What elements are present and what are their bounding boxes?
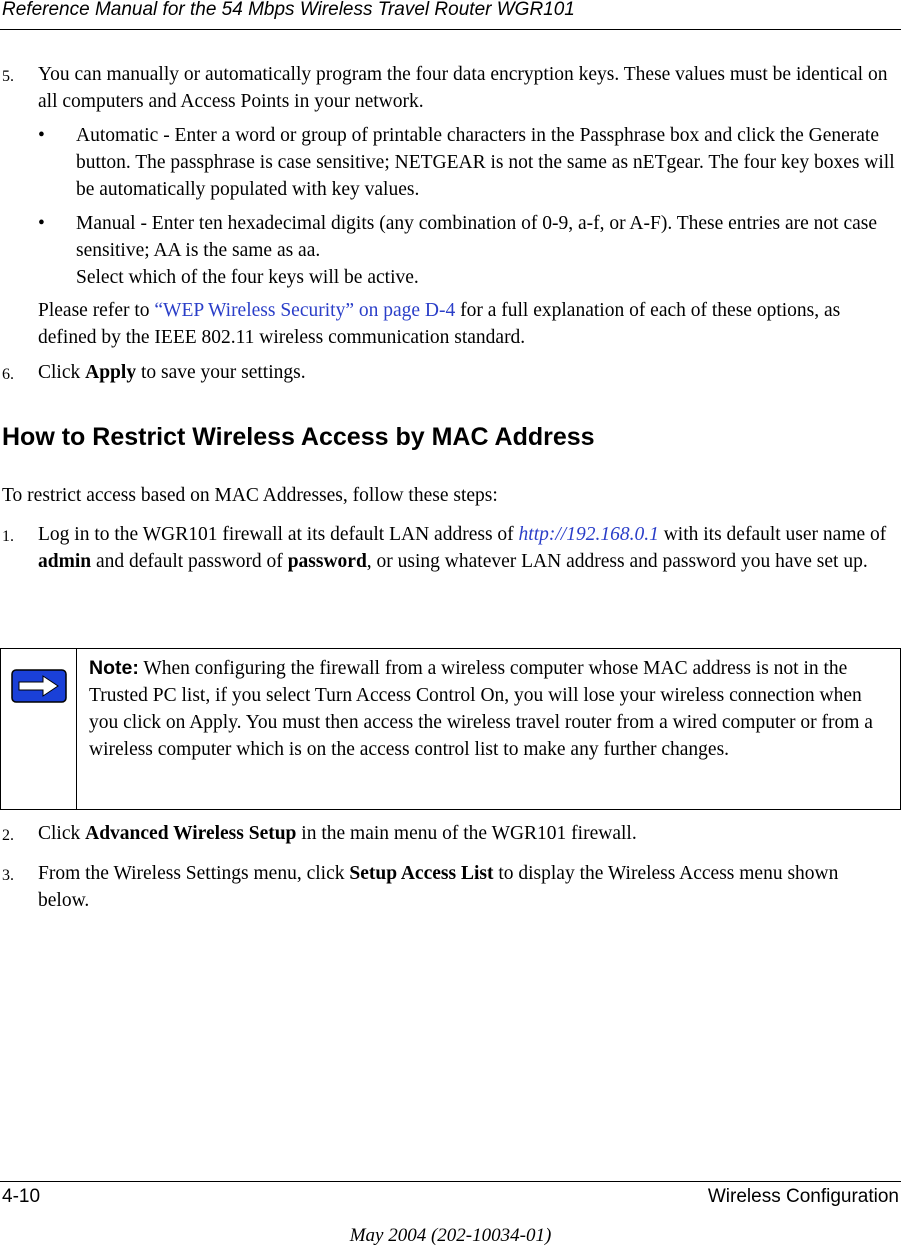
step-2-text [38,820,900,847]
router-url-link[interactable]: http://192.168.0.1 [518,524,659,545]
step-5-text: You can manually or automatically program the four data encryption keys. These values must be identical on all computers and Access Points in your network. [38,64,888,112]
header-rule [0,29,901,30]
section-intro: To restrict access based on MAC Addresses, follow these steps: [2,485,498,506]
step-5-number: 5. [2,68,14,85]
note-box [0,648,901,810]
note-divider [76,649,77,809]
step-2-post: in the main menu of the WGR101 firewall. [296,823,637,844]
wep-security-link[interactable]: “WEP Wireless Security” on page D-4 [154,300,456,321]
bullet-mark-automatic: • [38,125,45,146]
bullet-manual-text [76,210,900,291]
step-1-text [38,521,888,575]
step-1-number: 1. [2,528,14,545]
running-header-title: Reference Manual for the 54 Mbps Wireless Travel Router WGR101 [2,0,575,20]
footer-rule [0,1181,901,1182]
step-2-number: 2. [2,827,14,844]
refer-suffix: for a full explanation of each of these options, as defined by the IEEE 802.11 wireless communication standard. [38,300,841,348]
step-1-part-1: Log in to the WGR101 firewall at its default LAN address of [38,524,519,545]
refer-paragraph [38,297,900,351]
bullet-mark-manual: • [38,213,45,234]
footer-page-number: 4-10 [2,1186,41,1207]
setup-access-list-emphasis: Setup Access List [349,863,494,884]
note-body: When configuring the firewall from a wireless computer whose MAC address is not in the Trusted PC list, if you select Turn Access Control On, you will lose your wireless connection when you click on Apply. You must then access the wireless travel router from a wired computer or from a wireless computer which is on the access control list to make any further changes. [89,658,873,760]
bullet-manual-line: Manual - Enter ten hexadecimal digits (any combination of 0-9, a-f, or A-F). These entries are not case sensitive; AA is the same as aa. [76,213,878,261]
bullet-manual-select-line: Select which of the four keys will be active. [76,267,419,288]
step-6-number: 6. [2,366,14,383]
step-3-number: 3. [2,867,14,884]
step-3-post: to display the Wireless Access menu shown below. [38,863,839,911]
step-2-pre: Click [38,823,86,844]
step-6-pre: Click [38,362,86,383]
password-emphasis: password [287,551,367,572]
step-3-pre: From the Wireless Settings menu, click [38,863,350,884]
step-6-post: to save your settings. [136,362,306,383]
section-heading: How to Restrict Wireless Access by MAC Address [2,423,595,451]
step-6-text [38,359,900,386]
bullet-automatic-text: Automatic - Enter a word or group of printable characters in the Passphrase box and click the Generate button. The passphrase is case sensitive; NETGEAR is not the same as nETgear. The four key boxes will be automatically populated with key values. [76,125,895,200]
note-arrow-icon [11,669,67,703]
admin-emphasis: admin [38,551,92,572]
footer-chapter: Wireless Configuration [707,1186,899,1207]
step-1-part-4: , or using whatever LAN address and password you have set up. [366,551,868,572]
advanced-wireless-setup-emphasis: Advanced Wireless Setup [85,823,297,844]
note-label: Note: [89,657,139,679]
footer-date: May 2004 (202-10034-01) [349,1225,552,1246]
note-text [89,655,894,763]
step-3-text [38,860,888,914]
step-1-part-2: with its default user name of [658,524,887,545]
refer-prefix: Please refer to [38,300,155,321]
step-1-part-3: and default password of [91,551,288,572]
apply-emphasis: Apply [85,362,137,383]
